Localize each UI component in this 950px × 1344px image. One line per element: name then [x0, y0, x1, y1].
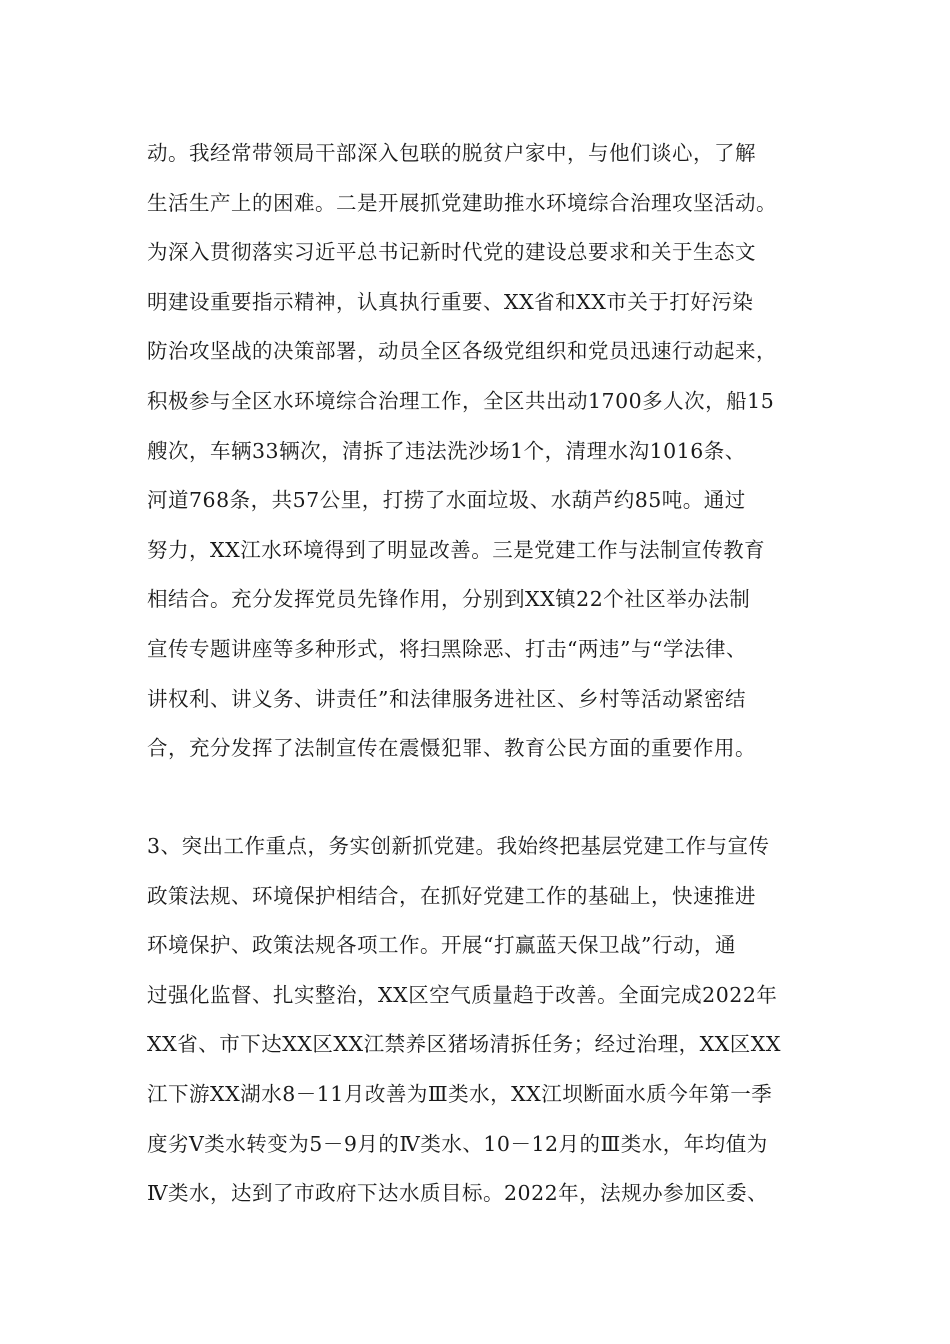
paragraph-work-priorities — [147, 825, 817, 1222]
text-line: Ⅳ类水，达到了市政府下达水质目标。2022年，法规办参加区委、 — [147, 1181, 769, 1206]
text-line: XX省、市下达XX区XX江禁养区猪场清拆任务；经过治理，XX区XX — [147, 1032, 781, 1057]
text-line: 积极参与全区水环境综合治理工作，全区共出动1700多人次，船15 — [147, 388, 775, 413]
text-line: 为深入贯彻落实习近平总书记新时代党的建设总要求和关于生态文 — [147, 240, 756, 265]
text-line: 过强化监督、扎实整治，XX区空气质量趋于改善。全面完成2022年 — [147, 982, 778, 1007]
text-line: 环境保护、政策法规各项工作。开展“打赢蓝天保卫战”行动，通 — [147, 933, 736, 958]
text-line: 艘次，车辆33辆次，清拆了违法洗沙场1个，清理水沟1016条、 — [147, 438, 746, 463]
text-line: 3、突出工作重点，务实创新抓党建。我始终把基层党建工作与宣传 — [147, 834, 770, 858]
text-line: 动。我经常带领局干部深入包联的脱贫户家中，与他们谈心，了解 — [147, 141, 756, 165]
text-line: 宣传专题讲座等多种形式，将扫黑除恶、打击“两违”与“学法律、 — [147, 636, 747, 661]
text-line: 讲权利、讲义务、讲责任”和法律服务进社区、乡村等活动紧密结 — [147, 686, 746, 711]
text-line: 河道768条，共57公里，打捞了水面垃圾、水葫芦约85吨。通过 — [147, 488, 746, 513]
text-line: 合，充分发挥了法制宣传在震慑犯罪、教育公民方面的重要作用。 — [147, 736, 756, 761]
text-line: 防治攻坚战的决策部署，动员全区各级党组织和党员迅速行动起来， — [147, 339, 777, 364]
text-line: 生活生产上的困难。二是开展抓党建助推水环境综合治理攻坚活动。 — [147, 190, 777, 215]
text-line: 江下游XX湖水8－11月改善为Ⅲ类水，XX江坝断面水质今年第一季 — [147, 1081, 773, 1106]
text-line: 明建设重要指示精神，认真执行重要、XX省和XX市关于打好污染 — [147, 289, 754, 314]
text-line: 度劣Ⅴ类水转变为5－9月的Ⅳ类水、10－12月的Ⅲ类水，年均值为 — [147, 1131, 768, 1156]
text-line: 相结合。充分发挥党员先锋作用，分别到XX镇22个社区举办法制 — [147, 587, 751, 612]
text-line: 政策法规、环境保护相结合，在抓好党建工作的基础上，快速推进 — [147, 883, 756, 908]
paragraph-party-building-activities — [147, 132, 817, 777]
text-line: 努力，XX江水环境得到了明显改善。三是党建工作与法制宣传教育 — [147, 537, 766, 562]
